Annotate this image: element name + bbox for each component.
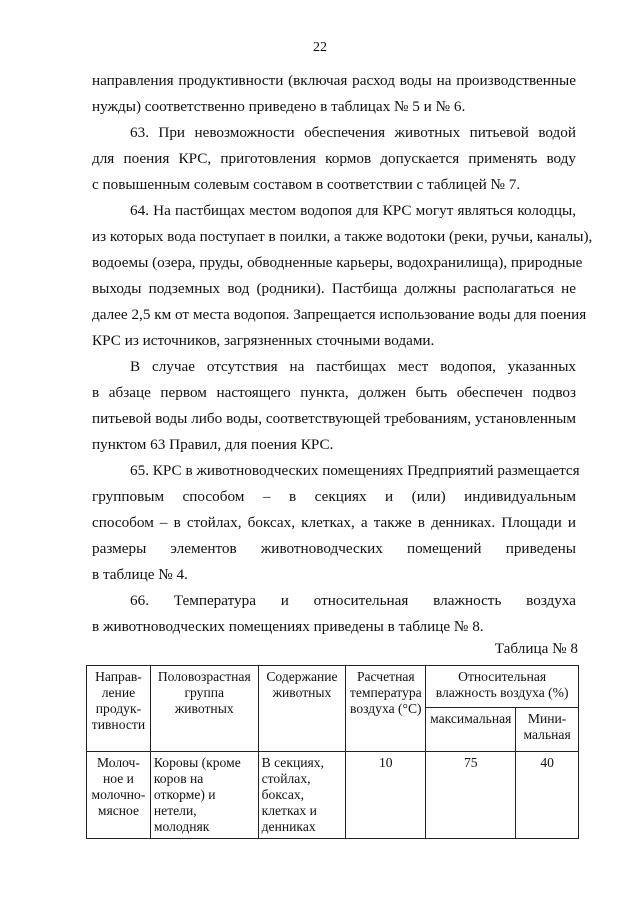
- text-line: КРС из источников, загрязненных сточными водами.: [92, 332, 435, 349]
- text-line: для поения КРС, приготовления кормов допускается применять воду: [92, 150, 576, 167]
- text-line: из которых вода поступает в поилки, а также водотоки (реки, ручьи, каналы),: [92, 228, 593, 245]
- header-temperature: Расчетная температура воздуха (°C): [346, 666, 426, 752]
- header-keeping: Содержание животных: [258, 666, 346, 752]
- text-line: водоемы (озера, пруды, обводненные карьеры, водохранилища), природные: [92, 254, 583, 271]
- text-line: групповым способом – в секциях и (или) индивидуальным: [92, 488, 576, 505]
- text-line: В случае отсутствия на пастбищах мест водопоя, указанных: [130, 358, 576, 375]
- header-direction: Направ-ление продук-тивности: [87, 666, 151, 752]
- header-age-group: Половозрастная группа животных: [150, 666, 258, 752]
- header-humidity-min: Мини-мальная: [516, 708, 579, 752]
- table-8: [86, 665, 579, 839]
- text-line: 65. КРС в животноводческих помещениях Предприятий размещается: [130, 462, 580, 479]
- header-humidity-max: максимальная: [426, 708, 516, 752]
- cell-humidity-max: 75: [426, 752, 516, 839]
- text-line: далее 2,5 км от места водопоя. Запрещается использование воды для поения: [92, 306, 587, 323]
- table-row: [87, 752, 579, 839]
- text-line: направления продуктивности (включая расход воды на производственные: [92, 72, 576, 89]
- text-line: пунктом 63 Правил, для поения КРС.: [92, 436, 334, 453]
- cell-age-group: Коровы (кроме коров на откорме) и нетели, молодняк: [150, 752, 258, 839]
- cell-keeping: В секциях, стойлах, боксах, клетках и денниках: [258, 752, 346, 839]
- cell-temperature: 10: [346, 752, 426, 839]
- text-line: выходы подземных вод (родники). Пастбища должны располагаться не: [92, 280, 576, 297]
- page-number: 22: [313, 40, 327, 55]
- text-line: способом – в стойлах, боксах, клетках, а также в денниках. Площади и: [92, 514, 576, 531]
- text-line: с повышенным солевым составом в соответствии с таблицей № 7.: [92, 176, 521, 193]
- text-line: в абзаце первом настоящего пункта, должен быть обеспечен подвоз: [92, 384, 576, 401]
- text-line: 66. Температура и относительная влажность воздуха: [130, 592, 576, 609]
- text-line: 63. При невозможности обеспечения животных питьевой водой: [130, 124, 576, 141]
- text-line: размеры элементов животноводческих помещений приведены: [92, 540, 576, 557]
- text-line: нужды) соответственно приведено в таблицах № 5 и № 6.: [92, 98, 466, 115]
- cell-direction: Молоч-ное и молочно-мясное: [87, 752, 151, 839]
- text-line: 64. На пастбищах местом водопоя для КРС могут являться колодцы,: [130, 202, 576, 219]
- table-caption: Таблица № 8: [494, 640, 578, 657]
- text-line: питьевой воды либо воды, соответствующей требованиям, установленным: [92, 410, 576, 427]
- text-line: в таблице № 4.: [92, 566, 188, 583]
- cell-humidity-min: 40: [516, 752, 579, 839]
- header-humidity: Относительная влажность воздуха (%): [426, 666, 579, 708]
- text-line: в животноводческих помещениях приведены в таблице № 8.: [92, 618, 484, 635]
